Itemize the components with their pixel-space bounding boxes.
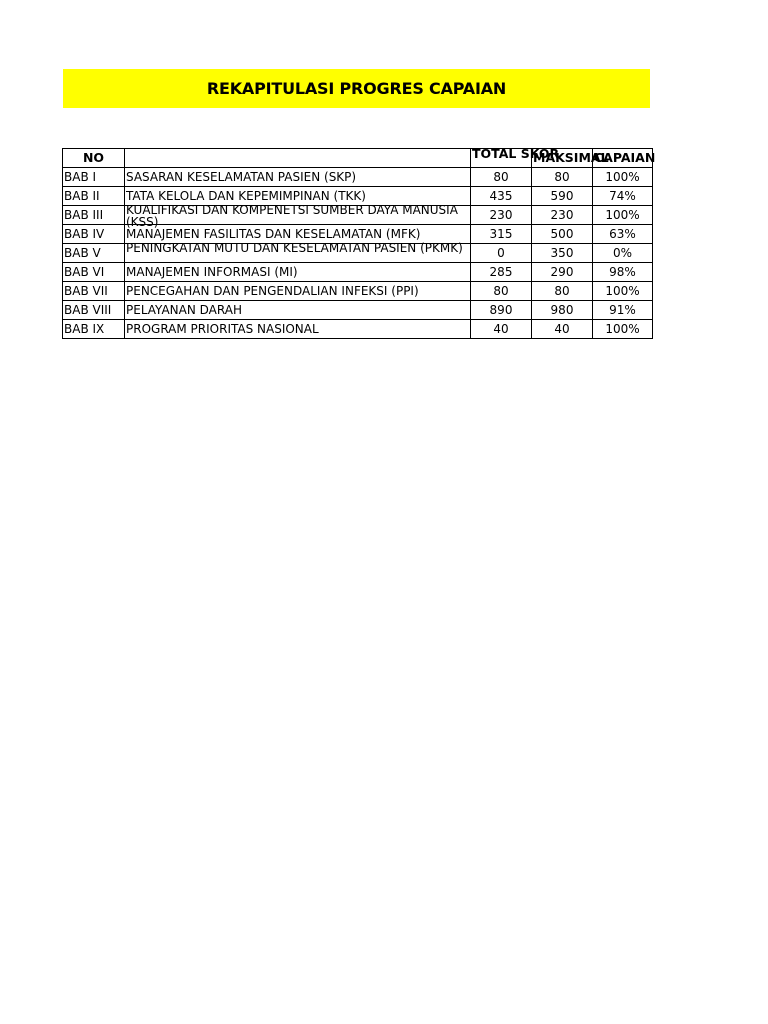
table-body: [63, 168, 653, 339]
table-row: [63, 320, 653, 339]
header-capaian: CAPAIAN: [593, 149, 653, 168]
row-total-skor: 890: [471, 301, 532, 320]
row-no: BAB I: [63, 168, 125, 187]
table-row: [63, 206, 653, 225]
header-no: NO: [63, 149, 125, 168]
row-name: PENINGKATAN MUTU DAN KESELAMATAN PASIEN (PKMK): [125, 244, 471, 263]
row-total-skor: 435: [471, 187, 532, 206]
row-no: BAB III: [63, 206, 125, 225]
header-name: [125, 149, 471, 168]
row-name: PENCEGAHAN DAN PENGENDALIAN INFEKSI (PPI): [125, 282, 471, 301]
row-capaian: 100%: [593, 320, 653, 339]
row-maksimal: 590: [532, 187, 593, 206]
row-maksimal: 350: [532, 244, 593, 263]
row-total-skor: 40: [471, 320, 532, 339]
row-total-skor: 0: [471, 244, 532, 263]
row-maksimal: 230: [532, 206, 593, 225]
row-capaian: 98%: [593, 263, 653, 282]
row-no: BAB VIII: [63, 301, 125, 320]
row-no: BAB VI: [63, 263, 125, 282]
table-row: [63, 244, 653, 263]
row-no: BAB IX: [63, 320, 125, 339]
header-row: [63, 149, 653, 168]
row-capaian: 74%: [593, 187, 653, 206]
table-row: [63, 168, 653, 187]
row-total-skor: 315: [471, 225, 532, 244]
row-name: PROGRAM PRIORITAS NASIONAL: [125, 320, 471, 339]
table-row: [63, 263, 653, 282]
row-name: MANAJEMEN FASILITAS DAN KESELAMATAN (MFK): [125, 225, 471, 244]
row-name: TATA KELOLA DAN KEPEMIMPINAN (TKK): [125, 187, 471, 206]
row-capaian: 63%: [593, 225, 653, 244]
row-capaian: 100%: [593, 206, 653, 225]
row-maksimal: 500: [532, 225, 593, 244]
row-capaian: 100%: [593, 282, 653, 301]
title-banner: [63, 69, 650, 108]
recap-table: [62, 146, 656, 339]
row-maksimal: 80: [532, 282, 593, 301]
row-total-skor: 80: [471, 168, 532, 187]
row-no: BAB IV: [63, 225, 125, 244]
row-maksimal: 290: [532, 263, 593, 282]
row-no: BAB VII: [63, 282, 125, 301]
row-no: BAB V: [63, 244, 125, 263]
row-capaian: 0%: [593, 244, 653, 263]
row-name: MANAJEMEN INFORMASI (MI): [125, 263, 471, 282]
row-maksimal: 980: [532, 301, 593, 320]
row-no: BAB II: [63, 187, 125, 206]
row-capaian: 100%: [593, 168, 653, 187]
row-name: SASARAN KESELAMATAN PASIEN (SKP): [125, 168, 471, 187]
header-maksimal: MAKSIMAL: [532, 149, 593, 168]
header-total-skor: TOTAL SKOR: [471, 149, 532, 168]
row-total-skor: 285: [471, 263, 532, 282]
row-maksimal: 40: [532, 320, 593, 339]
row-name: KUALIFIKASI DAN KOMPENETSI SUMBER DAYA MANUSIA (KSS): [125, 206, 471, 225]
page-title: REKAPITULASI PROGRES CAPAIAN: [206, 79, 507, 98]
row-total-skor: 80: [471, 282, 532, 301]
table-row: [63, 301, 653, 320]
row-capaian: 91%: [593, 301, 653, 320]
row-name: PELAYANAN DARAH: [125, 301, 471, 320]
table-row: [63, 282, 653, 301]
row-total-skor: 230: [471, 206, 532, 225]
row-maksimal: 80: [532, 168, 593, 187]
